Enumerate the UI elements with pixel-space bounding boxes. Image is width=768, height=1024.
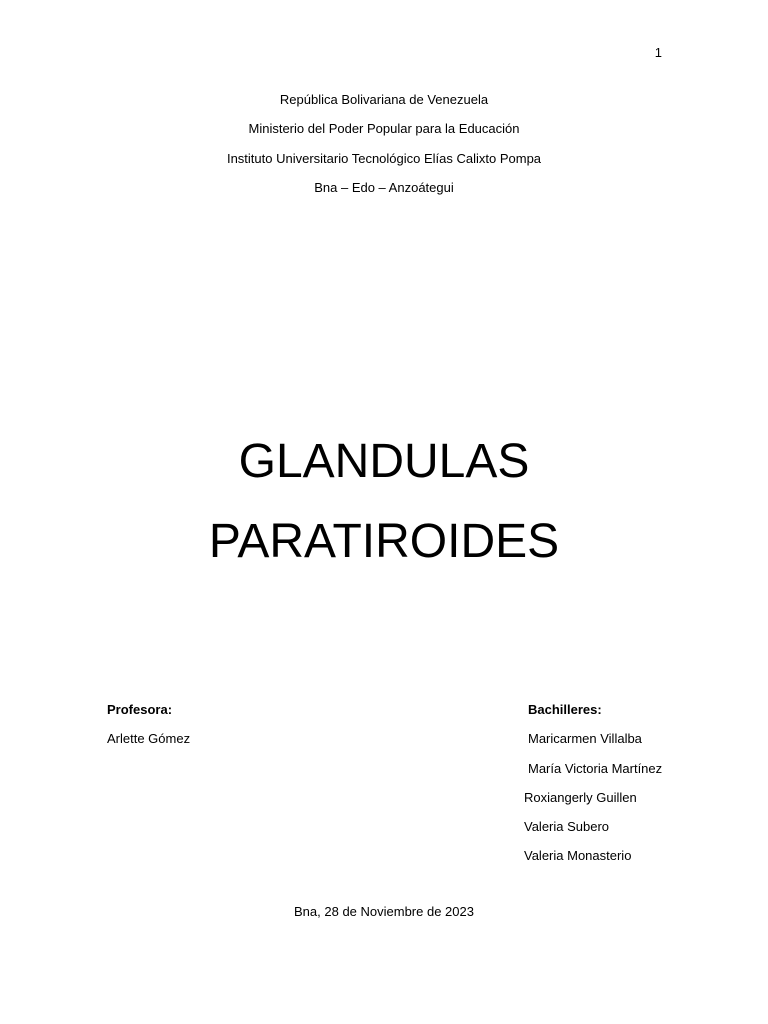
document-title [0, 422, 768, 582]
title-line-1: GLANDULAS [238, 435, 530, 488]
date-line: Bna, 28 de Noviembre de 2023 [294, 904, 474, 919]
header-line-ministry: Ministerio del Poder Popular para la Educación [248, 121, 520, 137]
student-name: Valeria Monasterio [524, 848, 632, 864]
student-name: Valeria Subero [524, 819, 610, 835]
students-block [524, 700, 662, 876]
students-label: Bachilleres: [528, 702, 602, 717]
professor-block [107, 700, 190, 759]
header-line-institute: Instituto Universitario Tecnológico Elías Calixto Pompa [226, 150, 542, 166]
page-number: 1 [654, 45, 662, 60]
professor-label: Profesora: [107, 702, 173, 717]
student-name: Roxiangerly Guillen [524, 789, 637, 805]
title-line-2: PARATIROIDES [208, 515, 560, 568]
header-line-location: Bna – Edo – Anzoátegui [314, 179, 454, 195]
student-name: María Victoria Martínez [528, 760, 663, 776]
header-line-country: República Bolivariana de Venezuela [279, 92, 489, 107]
institution-header [0, 90, 768, 207]
student-name: Maricarmen Villalba [528, 731, 642, 747]
professor-name: Arlette Gómez [107, 731, 191, 747]
